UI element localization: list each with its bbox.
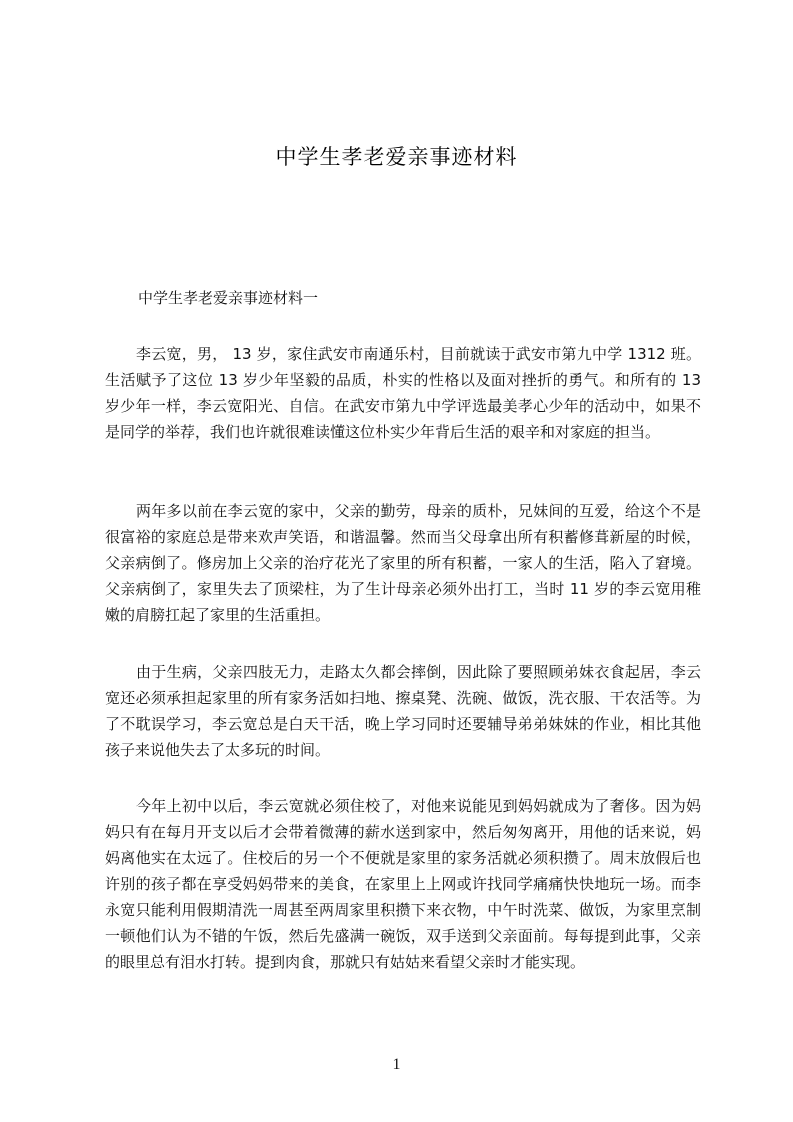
page-number: 1 bbox=[392, 1056, 401, 1073]
paragraph-4: 今年上初中以后，李云宽就必须住校了，对他来说能见到妈妈就成为了奢侈。因为妈妈只有在每月开支以后才会带着微薄的薪水送到家中，然后匆匆离开，用他的话来说，妈妈离他实在太远了。住校后的另一个不便就是家里的家务活就必须积攒了。周末放假后也许别的孩子都在享受妈妈带来的美食，在家里上上网或许找同学痛痛快快地玩一场。而李永宽只能利用假期清洗一周甚至两周家里积攒下来衣物，中午时洗菜、做饭，为家里烹制一顿他们认为不错的午饭，然后先盛满一碗饭，双手送到父亲面前。每每提到此事，父亲的眼里总有泪水打转。提到肉食，那就只有姑姑来看望父亲时才能实现。 bbox=[105, 797, 701, 971]
paragraph-1: 李云宽，男， 13 岁，家住武安市南通乐村，目前就读于武安市第九中学 1312 班。生活赋予了这位 13 岁少年坚毅的品质，朴实的性格以及面对挫折的勇气。和所有的 13 岁少年一样，李云宽阳光、自信。在武安市第九中学评选最美孝心少年的活动中，如果不是同学的举荐，我们也许就很难读懂这位朴实少年背后生活的艰辛和对家庭的担当。 bbox=[105, 345, 701, 441]
paragraph-2: 两年多以前在李云宽的家中，父亲的勤劳，母亲的质朴，兄妹间的互爱，给这个不是很富裕的家庭总是带来欢声笑语，和谐温馨。然而当父母拿出所有积蓄修葺新屋的时候，父亲病倒了。修房加上父亲的治疗花光了家里的所有积蓄，一家人的生活，陷入了窘境。父亲病倒了，家里失去了顶梁柱，为了生计母亲必须外出打工，当时 11 岁的李云宽用稚嫩的肩膀扛起了家里的生活重担。 bbox=[105, 502, 701, 624]
paragraph-3: 由于生病，父亲四肢无力，走路太久都会摔倒，因此除了要照顾弟妹衣食起居，李云宽还必须承担起家里的所有家务活如扫地、擦桌凳、洗碗、做饭，洗衣服、干农活等。为了不耽误学习，李云宽总是白天干活，晚上学习同时还要辅导弟弟妹妹的作业，相比其他孩子来说他失去了太多玩的时间。 bbox=[105, 663, 701, 759]
section-heading: 中学生孝老爱亲事迹材料一 bbox=[138, 289, 319, 307]
document-title: 中学生孝老爱亲事迹材料 bbox=[275, 145, 518, 169]
